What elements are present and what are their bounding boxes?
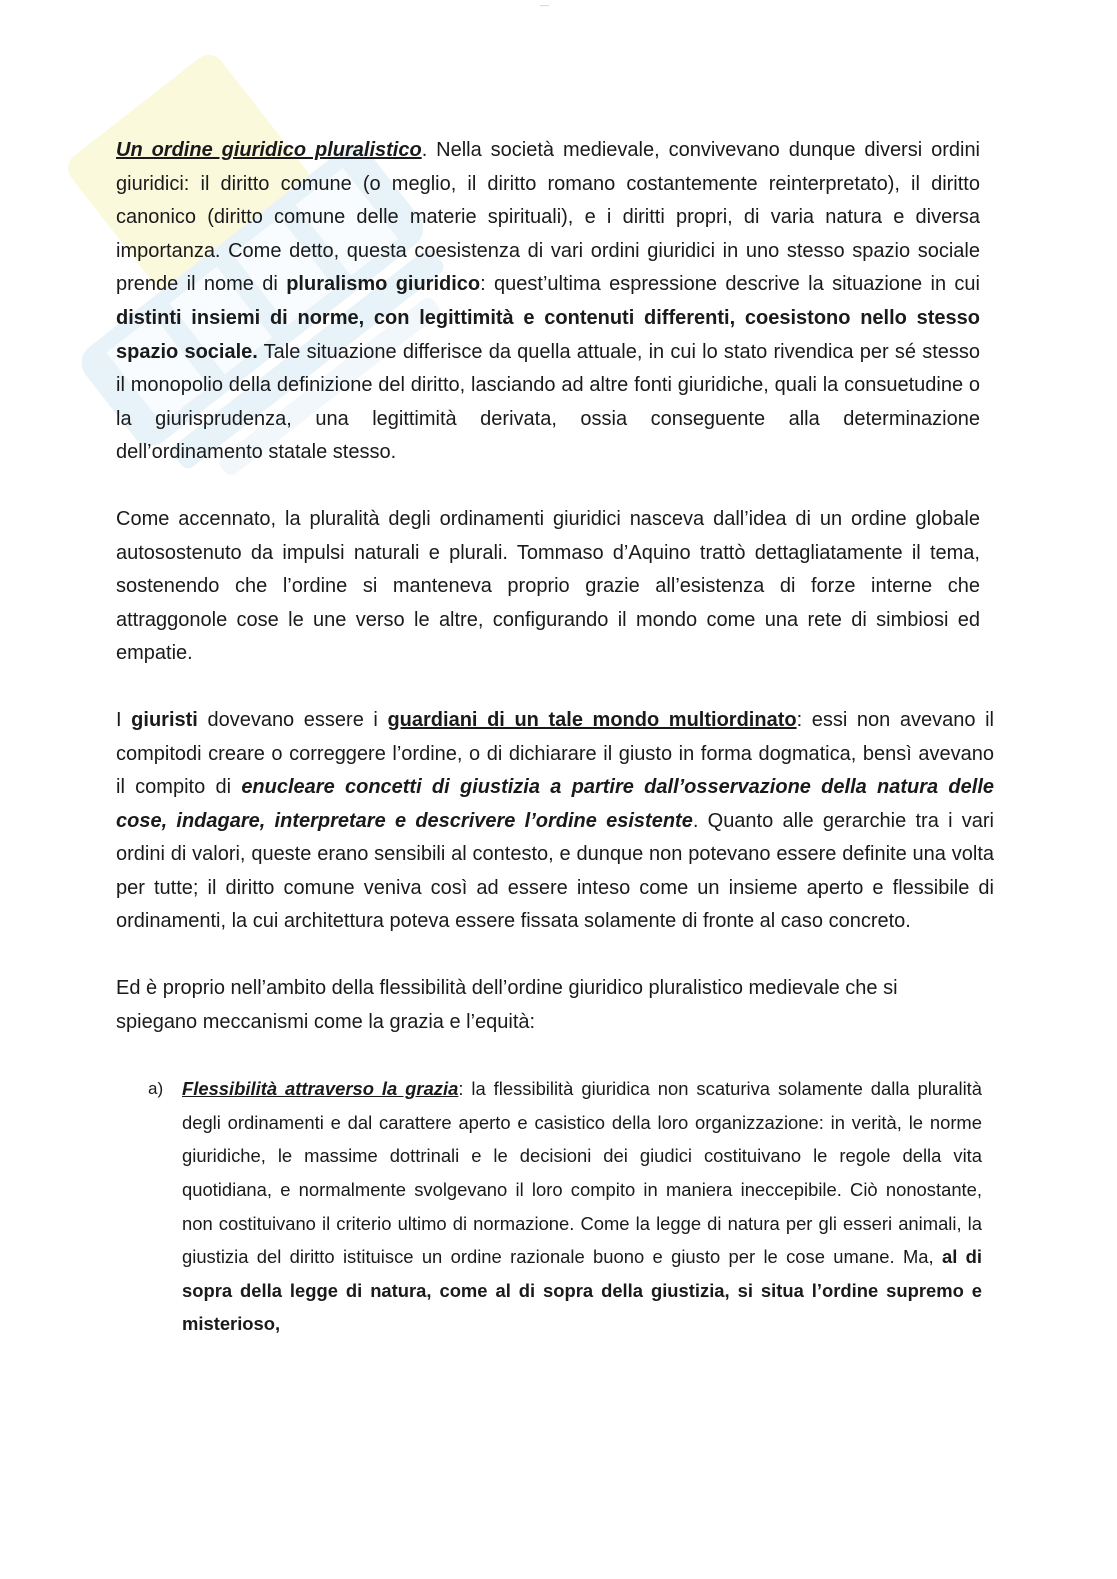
term-pluralismo-giuridico: pluralismo giuridico <box>286 273 481 296</box>
text-span: . Nella società medievale, convivevano dunque diversi ordini giuridici: il diritto comune (o meglio, il diritto romano costantemente reinterpretato), il diritto canonico (diritto comune delle materie spirituali), e i diritti propri, di varia natura e diversa importanza. Come detto, questa coesistenza di vari ordini giuridici in uno stesso spazio sociale prende il nome di <box>116 139 981 296</box>
paragraph-flessibilita: Ed è proprio nell’ambito della flessibilità dell’ordine giuridico pluralistico medievale che si spiegano meccanismi come la grazia e l’equità: <box>116 977 898 1033</box>
paragraph-giuristi <box>116 704 994 939</box>
list-item <box>116 1072 982 1341</box>
list-item-text <box>182 1072 982 1341</box>
paragraph-pluralism <box>116 134 980 470</box>
text-span: dovevano essere i <box>197 708 388 731</box>
definition-bold: distinti insiemi di norme, con legittimità e contenuti differenti, coesistono nello stesso spazio sociale. <box>116 306 980 363</box>
text-span: : la flessibilità giuridica non scaturiva solamente dalla pluralità degli ordinamenti e dal carattere aperto e casistico della loro organizzazione: in verità, le norme giuridiche, le massime dottrinali e le decisioni dei giudici costituivano le regole della vita quotidiana, e normalmente svolgevano il loro compito in maniera ineccepibile. Ciò nonostante, non costituivano il criterio ultimo di normazione. Come la legge di natura per gli esseri animali, la giustizia del diritto istituisce un ordine razionale buono e giusto per le cose umane. Ma, <box>182 1078 982 1268</box>
section-title: Un ordine giuridico pluralistico <box>116 139 422 161</box>
list-marker: a) <box>148 1079 164 1099</box>
term-giuristi: giuristi <box>131 708 198 731</box>
text-span: : essi non avevano il compitodi creare o correggere l’ordine, o di dichiarare il giusto in forma dogmatica, bensì avevano il compito di <box>116 708 994 799</box>
list-item-title: Flessibilità attraverso la grazia <box>182 1078 459 1100</box>
page-header-mark: — <box>540 0 549 10</box>
text-span: I <box>116 708 132 731</box>
document-body <box>116 134 995 1341</box>
text-span: : quest’ultima espressione descrive la situazione in cui <box>480 273 980 296</box>
emphasis-legge-natura: al di sopra della legge di natura, come al di sopra della giustizia, si situa l’ordine supremo e misterioso, <box>182 1246 982 1335</box>
emphasis-enucleare: enucleare concetti di giustizia a partire dall’osservazione della natura delle cose, indagare, interpretare e descrivere l’ordine esistente <box>116 776 995 832</box>
term-guardiani: guardiani di un tale mondo multiordinato <box>387 708 797 731</box>
text-span: Tale situazione differisce da quella attuale, in cui lo stato rivendica per sé stesso il monopolio della definizione del diritto, lasciando ad altre fonti giuridiche, quali la consuetudine o la giurisprudenza, una legittimità derivata, ossia conseguente alla determinazione dell’ordinamento statale stesso. <box>116 340 980 464</box>
paragraph-tommaso: Come accennato, la pluralità degli ordinamenti giuridici nasceva dall’idea di un ordine globale autosostenuto da impulsi naturali e plurali. Tommaso d’Aquino trattò dettagliatamente il tema, sostenendo che l’ordine si manteneva proprio grazie all’esistenza di forze interne che attraggonole cose le une verso le altre, configurando il mondo come una rete di simbiosi ed empatie. <box>116 507 980 665</box>
text-span: . Quanto alle gerarchie tra i vari ordini di valori, queste erano sensibili al contesto, e dunque non potevano essere definite una volta per tutte; il diritto comune veniva così ad essere inteso come un insieme aperto e flessibile di ordinamenti, la cui architettura poteva essere fissata solamente di fronte al caso concreto. <box>116 809 994 933</box>
